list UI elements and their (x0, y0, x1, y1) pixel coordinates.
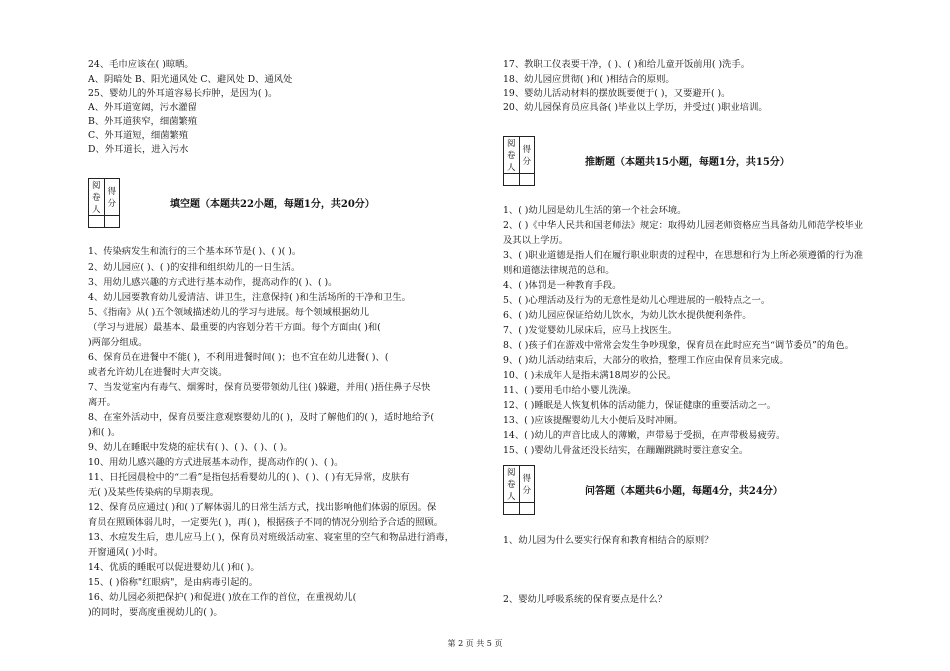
qa-question-1: 1、幼儿园为什么要实行保育和教育相结合的原则？ (503, 535, 714, 546)
score-box-qa (503, 465, 535, 515)
fill-line: 5、《指南》从( )五个领域描述幼儿的学习与进展。每个领域根据幼儿 (88, 307, 370, 318)
question-25-option-d: D、外耳道长，进入污水 (88, 144, 189, 155)
score-box-judge (503, 136, 535, 186)
fill-line: 无( )及某些传染病的早期表现。 (88, 487, 220, 498)
judge-line: 13、( )应该提醒婴幼儿大小便后及时冲厕。 (503, 415, 684, 426)
page-footer: 第 2 页 共 5 页 (447, 639, 503, 648)
fill-line: 9、幼儿在睡眠中发烧的症状有( )、( )、( )、( )。 (88, 442, 293, 453)
reviewer-cell (504, 503, 520, 515)
reviewer-cell (89, 216, 105, 228)
fill-line: 13、水痘发生后，患儿应马上( )，保育员对班级活动室、寝室里的空气和物品进行消毒， (88, 532, 455, 543)
fill-line: 4、幼儿园要教育幼儿爱清洁、讲卫生，注意保持( )和生活场所的干净和卫生。 (88, 292, 411, 303)
judge-line: 14、( )幼儿的声音比成人的薄嫩，声带易于受损，在声带极易疲劳。 (503, 430, 786, 441)
section-title-fill: 填空题（本题共22小题，每题1分，共20分） (170, 199, 375, 210)
score-box-fill (88, 178, 120, 228)
fill-line: 14、优质的睡眠可以促进婴幼儿( )和( )。 (88, 562, 260, 573)
fill-line: 12、保育员应通过( )和( )了解体弱儿的日常生活方式，找出影响他们体弱的原因。保 (88, 502, 437, 513)
judge-line: 及其以上学历。 (503, 235, 569, 246)
section-title-judge: 推断题（本题共15小题，每题1分，共15分） (585, 157, 790, 168)
question-24-options: A、阴暗处 B、阳光通风处 C、避风处 D、通风处 (88, 74, 293, 85)
judge-line: 15、( )婴幼儿骨盆还没长结实，在蹦蹦跳跳时要注意安全。 (503, 445, 749, 456)
score-label: 得分 (519, 466, 535, 503)
judge-line: 7、( )发觉婴幼儿尿床后，应马上找医生。 (503, 325, 678, 336)
reviewer-label: 阅卷人 (504, 466, 520, 503)
fill-line: 6、保育员在进餐中不能( )，不利用进餐时间( )；也不宜在幼儿进餐( )、( (88, 352, 389, 363)
fill-line: 育员在照顾体弱儿时，一定要先( )，再( )，根据孩子不同的情况分别给予合适的照顾。 (88, 517, 444, 528)
judge-line: 12、( )睡眠是人恢复机体的活动能力，保证健康的重要活动之一。 (503, 400, 777, 411)
fill-line: 11、日托园晨检中的“二看”是指包括看婴幼儿的( )、( )、( )有无异常，皮肤有 (88, 472, 410, 483)
question-18: 18、幼儿园应贯彻( )和( )相结合的原则。 (503, 74, 675, 85)
score-cell (519, 503, 535, 515)
reviewer-label: 阅卷人 (89, 179, 105, 216)
score-cell (104, 216, 120, 228)
fill-line: 开窗通风( )小时。 (88, 547, 164, 558)
fill-line: )的同时，要高度重视幼儿的( )。 (88, 607, 223, 618)
fill-line: （学习与进展）最基本、最重要的内容划分若干方面。每个方面由( )和( (88, 322, 381, 333)
fill-line: 2、幼儿园应( )、( )的安排和组织幼儿的一日生活。 (88, 262, 301, 273)
qa-question-2: 2、婴幼儿呼吸系统的保育要点是什么？ (503, 594, 667, 605)
fill-line: )两部分组成。 (88, 337, 148, 348)
score-label: 得分 (104, 179, 120, 216)
reviewer-label: 阅卷人 (504, 137, 520, 174)
score-label: 得分 (519, 137, 535, 174)
judge-line: 5、( )心理活动及行为的无意性是幼儿心理进展的一般特点之一。 (503, 295, 771, 306)
question-25: 25、婴幼儿的外耳道容易长疖肿，是因为( )。 (88, 88, 278, 99)
fill-line: 8、在室外活动中，保育员要注意观察婴幼儿的( )，及时了解他们的( )，适时地给予( (88, 412, 435, 423)
fill-line: 或者允许幼儿在进餐时大声交谈。 (88, 367, 228, 378)
fill-line: )和( )。 (88, 427, 121, 438)
judge-line: 10、( )未成年人是指未满18周岁的公民。 (503, 370, 677, 381)
reviewer-cell (504, 174, 520, 186)
question-25-option-c: C、外耳道短，细菌繁殖 (88, 130, 189, 141)
judge-line: 6、( )幼儿园应保证给幼儿饮水，为幼儿饮水提供便利条件。 (503, 310, 752, 321)
fill-line: 15、( )俗称"红眼病"，是由病毒引起的。 (88, 577, 259, 588)
fill-line: 1、传染病发生和流行的三个基本环节是( )、( )( )。 (88, 246, 302, 257)
judge-line: 11、( )要用毛巾给小婴儿洗澡。 (503, 385, 637, 396)
fill-line: 16、幼儿园必须把保护( )和促进( )放在工作的首位，在重视幼儿( (88, 592, 357, 603)
judge-line: 8、( )孩子们在游戏中常常会发生争吵现象，保育员在此时应充当“调节委员”的角色。 (503, 340, 855, 351)
judge-line: 2、( )《中华人民共和国老师法》规定：取得幼儿园老师资格应当具备幼儿师范学校毕业 (503, 220, 864, 231)
judge-line: 9、( )幼儿活动结束后，大部分的收拾，整理工作应由保育员来完成。 (503, 355, 789, 366)
question-25-option-b: B、外耳道狭窄，细菌繁殖 (88, 116, 198, 127)
fill-line: 10、用幼儿感兴趣的方式进展基本动作，提高动作的( )、( )。 (88, 457, 344, 468)
judge-line: 1、( )幼儿园是幼儿生活的第一个社会环境。 (503, 205, 687, 216)
judge-line: 3、( )职业道德是指人们在履行职业职责的过程中，在思想和行为上所必须遵循的行为准 (503, 250, 864, 261)
judge-line: 则和道德法律规范的总和。 (503, 265, 615, 276)
judge-line: 4、( )体罚是一种教育手段。 (503, 280, 622, 291)
section-title-qa: 问答题（本题共6小题，每题4分，共24分） (585, 486, 783, 497)
score-cell (519, 174, 535, 186)
question-19: 19、婴幼儿活动材料的摆放既要便于( )，又要避开( )。 (503, 88, 731, 99)
fill-line: 离开。 (88, 397, 116, 408)
question-20: 20、幼儿园保育员应具备( )毕业以上学历，并受过( )职业培训。 (503, 102, 768, 113)
question-24: 24、毛巾应该在( )晾晒。 (88, 59, 194, 70)
fill-line: 3、用幼儿感兴趣的方式进行基本动作，提高动作的( )、( )。 (88, 277, 338, 288)
question-17: 17、教职工仪表要干净，( )、( )和给儿童开饭前用( )洗手。 (503, 59, 750, 70)
question-25-option-a: A、外耳道宽阔，污水灌留 (88, 102, 197, 113)
fill-line: 7、当发觉室内有毒气、烟雾时，保育员要带领幼儿往( )躲避，并用( )捂住鼻子尽快 (88, 382, 431, 393)
